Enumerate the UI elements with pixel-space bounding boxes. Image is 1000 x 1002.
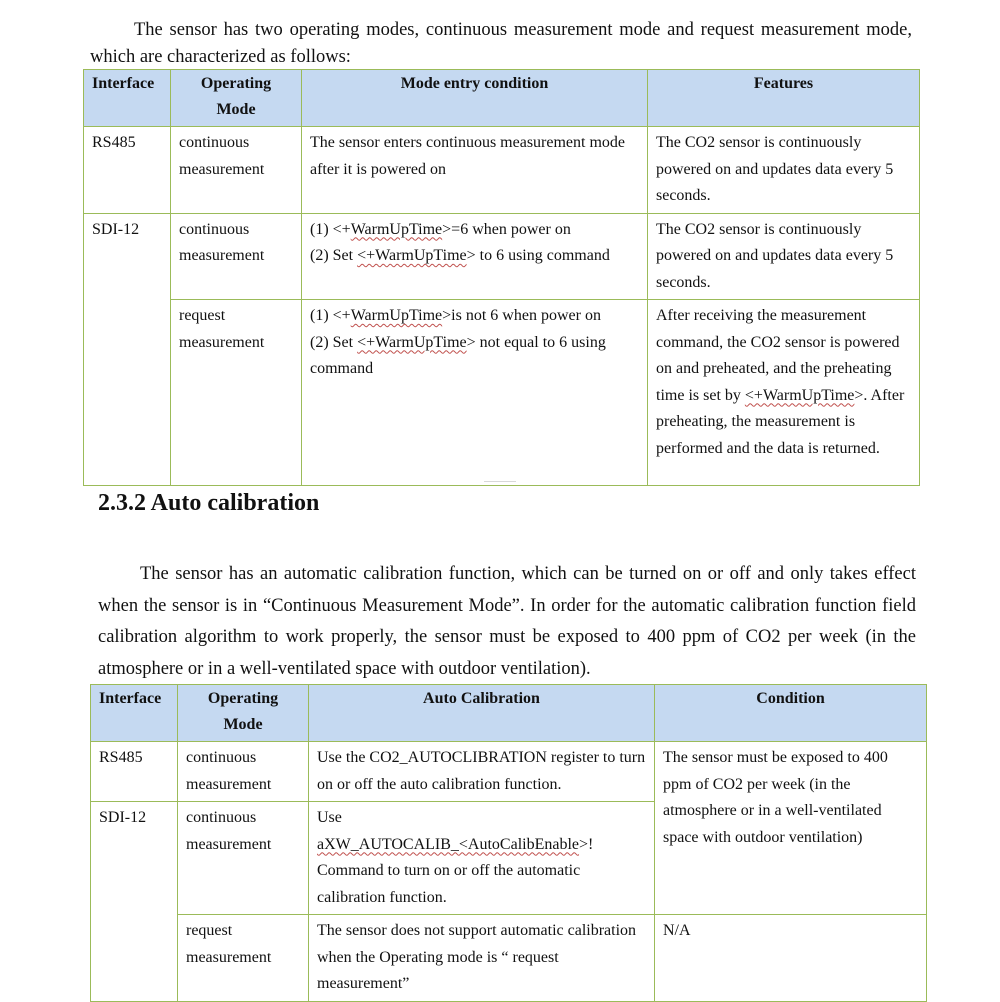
header-auto-calibration: Auto Calibration: [309, 685, 655, 742]
cell-entry: The sensor enters continuous measurement mode after it is powered on: [302, 127, 648, 214]
table-row: [84, 213, 920, 300]
cell-auto: Use the CO2_AUTOCLIBRATION register to turn on or off the auto calibration function.: [309, 742, 655, 802]
auto-calibration-table: [90, 684, 927, 1002]
header-operating-mode: [171, 70, 302, 127]
table-header-row: [84, 70, 920, 127]
auto-line-1: Use: [317, 809, 342, 826]
auto-command-post: >! Command to turn on or off the automatic calibration function.: [317, 835, 594, 906]
header-mode-line1: Operating: [200, 75, 272, 92]
cell-interface: RS485: [84, 127, 171, 214]
cell-condition: The sensor must be exposed to 400 ppm of CO2 per week (in the atmosphere or in a well-ventilated space with outdoor ventilation): [655, 742, 927, 915]
operating-modes-table: [83, 69, 920, 486]
table-row: [84, 300, 920, 486]
header-mode-entry-condition: Mode entry condition: [302, 70, 648, 127]
table-row: [84, 127, 920, 214]
cell-condition: N/A: [655, 915, 927, 1002]
entry-line-1: (1) <+WarmUpTime>=6 when power on: [310, 220, 571, 238]
header-mode-line2: Mode: [216, 101, 256, 118]
auto-command: aXW_AUTOCALIB_<AutoCalibEnable: [317, 835, 580, 853]
cell-mode: continuous measurement: [178, 802, 309, 915]
cell-mode: continuous measurement: [178, 742, 309, 802]
cell-entry: [302, 300, 648, 486]
cell-features: After receiving the measurement command, the CO2 sensor is powered on and preheated, and the preheating time is set by <+WarmUpTime>. After preheating, the measurement is performed and the data is returned.: [648, 300, 920, 486]
header-mode-line1: Operating: [207, 690, 279, 707]
cell-interface: SDI-12: [91, 802, 178, 1002]
cell-mode: continuous measurement: [171, 213, 302, 300]
cell-mode: continuous measurement: [171, 127, 302, 214]
cell-interface: SDI-12: [84, 213, 171, 486]
divider: [484, 481, 516, 482]
cell-mode: request measurement: [171, 300, 302, 486]
cell-auto: [309, 802, 655, 915]
header-features: Features: [648, 70, 920, 127]
header-mode-line2: Mode: [223, 716, 263, 733]
cell-auto: The sensor does not support automatic calibration when the Operating mode is “ request measurement”: [309, 915, 655, 1002]
intro-paragraph: The sensor has two operating modes, continuous measurement mode and request measurement mode, which are characterized as follows:: [90, 20, 912, 67]
entry-line-2: (2) Set <+WarmUpTime> to 6 using command: [310, 247, 610, 264]
table-header-row: [91, 685, 927, 742]
table-row: [91, 915, 927, 1002]
cell-mode: request measurement: [178, 915, 309, 1002]
entry-line-1: (1) <+WarmUpTime>is not 6 when power on: [310, 307, 601, 324]
header-interface: Interface: [84, 70, 171, 127]
header-interface: Interface: [91, 685, 178, 742]
header-condition: Condition: [655, 685, 927, 742]
cell-features: The CO2 sensor is continuously powered on and updates data every 5 seconds.: [648, 213, 920, 300]
auto-calibration-paragraph: The sensor has an automatic calibration function, which can be turned on or off and only takes effect when the sensor is in “Continuous Measurement Mode”. In order for the automatic calibration function field calibration algorithm to work properly, the sensor must be exposed to 400 ppm of CO2 per week (in the atmosphere or in a well-ventilated space with outdoor ventilation).: [98, 564, 916, 679]
section-heading: 2.3.2 Auto calibration: [98, 490, 320, 516]
entry-line-2: (2) Set <+WarmUpTime> not equal to 6 using command: [310, 333, 606, 377]
table-row: [91, 742, 927, 802]
header-operating-mode: [178, 685, 309, 742]
cell-entry: [302, 213, 648, 300]
cell-features: The CO2 sensor is continuously powered on and updates data every 5 seconds.: [648, 127, 920, 214]
cell-interface: RS485: [91, 742, 178, 802]
